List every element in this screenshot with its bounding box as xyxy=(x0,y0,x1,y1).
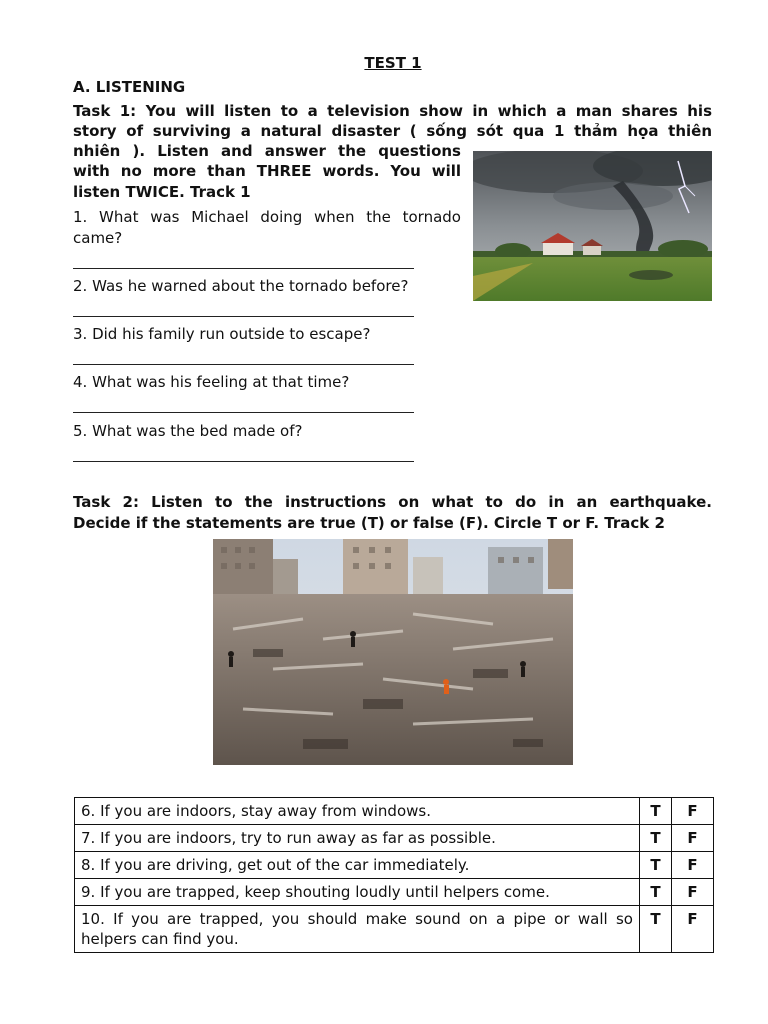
answer-line-2[interactable] xyxy=(73,316,414,317)
answer-line-3[interactable] xyxy=(73,364,414,365)
true-option-6[interactable]: T xyxy=(640,798,672,825)
test-title: TEST 1 xyxy=(364,54,422,72)
task1-line4: with no more than THREE words. You will xyxy=(73,162,461,180)
task2-line2: Decide if the statements are true (T) or false (F). Circle T or F. Track 2 xyxy=(73,514,665,532)
answer-line-1[interactable] xyxy=(73,268,414,269)
question-5: 5. What was the bed made of? xyxy=(73,422,303,440)
answer-line-4[interactable] xyxy=(73,412,414,413)
task1-line3: nhiên ). Listen and answer the questions xyxy=(73,142,461,160)
false-option-6[interactable]: F xyxy=(672,798,714,825)
false-option-10[interactable]: F xyxy=(672,906,714,953)
tornado-image xyxy=(473,151,712,301)
false-option-8[interactable]: F xyxy=(672,852,714,879)
true-option-8[interactable]: T xyxy=(640,852,672,879)
true-false-table xyxy=(74,797,714,953)
table-row xyxy=(75,825,714,852)
false-option-9[interactable]: F xyxy=(672,879,714,906)
table-row xyxy=(75,798,714,825)
table-row xyxy=(75,852,714,879)
question-3: 3. Did his family run outside to escape? xyxy=(73,325,371,343)
question-2: 2. Was he warned about the tornado before? xyxy=(73,277,409,295)
table-row xyxy=(75,906,714,953)
task1-line1: Task 1: You will listen to a television show in which a man shares his xyxy=(73,102,712,120)
task2-line1: Task 2: Listen to the instructions on what to do in an earthquake. xyxy=(73,493,712,511)
statement-9: 9. If you are trapped, keep shouting loudly until helpers come. xyxy=(75,879,640,906)
statement-10: 10. If you are trapped, you should make sound on a pipe or wall so helpers can find you. xyxy=(75,906,640,953)
true-option-9[interactable]: T xyxy=(640,879,672,906)
earthquake-image xyxy=(213,539,573,765)
statement-8: 8. If you are driving, get out of the car immediately. xyxy=(75,852,640,879)
task1-line2: story of surviving a natural disaster ( sống sót qua 1 thảm họa thiên xyxy=(73,122,712,140)
question-4: 4. What was his feeling at that time? xyxy=(73,373,350,391)
table-row xyxy=(75,879,714,906)
question-1-line1: 1. What was Michael doing when the tornado xyxy=(73,208,461,226)
true-option-10[interactable]: T xyxy=(640,906,672,953)
question-1-line2: came? xyxy=(73,229,123,247)
true-option-7[interactable]: T xyxy=(640,825,672,852)
task1-line5: listen TWICE. Track 1 xyxy=(73,183,251,201)
answer-line-5[interactable] xyxy=(73,461,414,462)
section-title: A. LISTENING xyxy=(73,78,186,96)
statement-6: 6. If you are indoors, stay away from windows. xyxy=(75,798,640,825)
statement-7: 7. If you are indoors, try to run away as far as possible. xyxy=(75,825,640,852)
false-option-7[interactable]: F xyxy=(672,825,714,852)
